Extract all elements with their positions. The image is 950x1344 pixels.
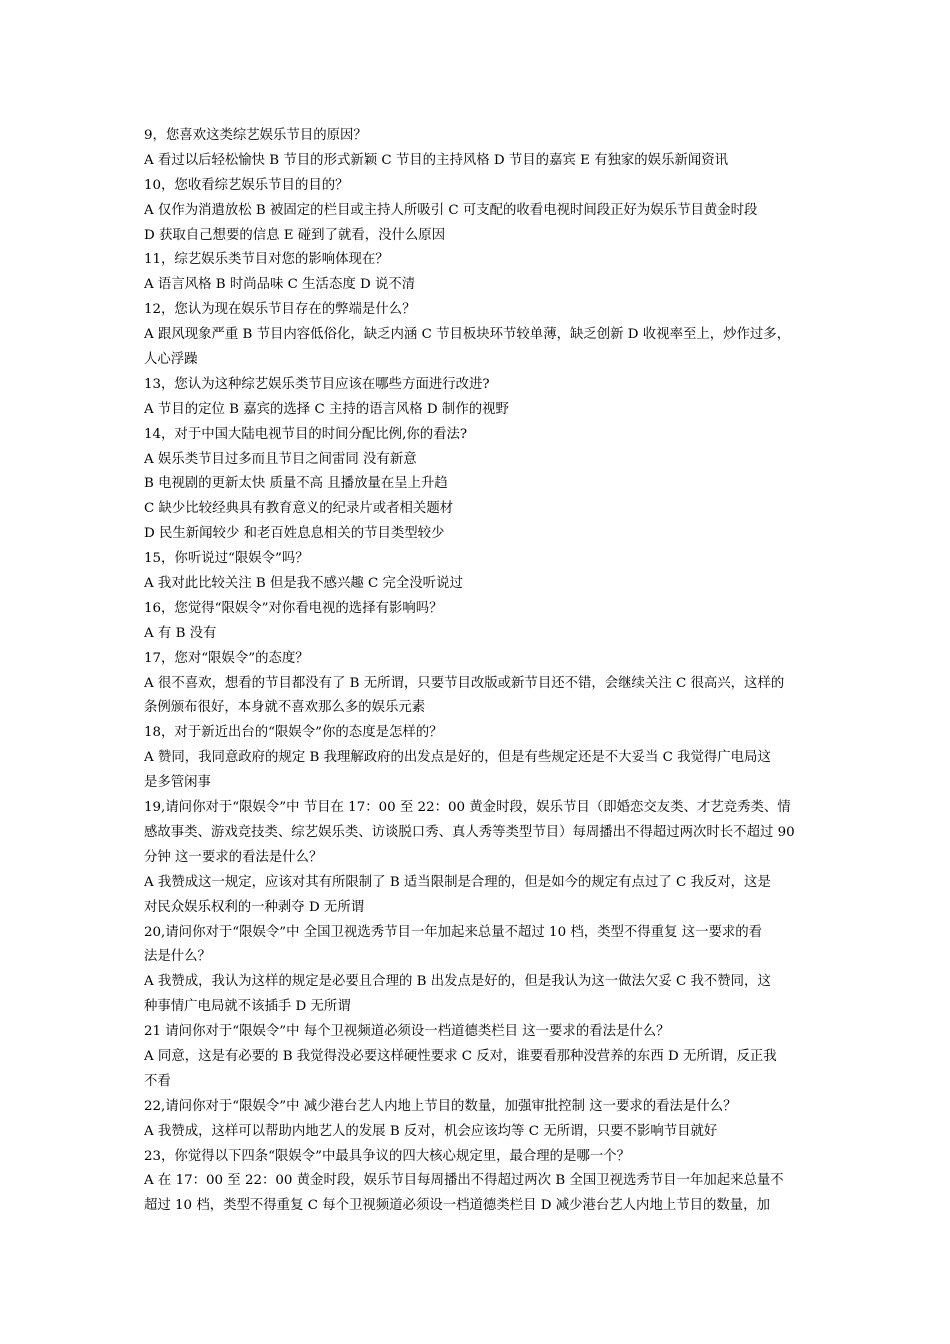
text-line: A 跟风现象严重 B 节目内容低俗化，缺乏内涵 C 节目板块环节较单薄，缺乏创新 D 收视率至上，炒作过多， bbox=[144, 327, 791, 343]
text-line: 超过 10 档，类型不得重复 C 每个卫视频道必须设一档道德类栏目 D 减少港台艺人内地上节目的数量，加 bbox=[144, 1198, 770, 1214]
text-line: 20,请问你对于“限娱令”中 全国卫视选秀节目一年加起来总量不超过 10 档，类型不得重复 这一要求的看 bbox=[144, 924, 763, 940]
text-line: 23，你觉得以下四条“限娱令”中最具争议的四大核心规定里，最合理的是哪一个？ bbox=[144, 1148, 631, 1164]
text-line: 12，您认为现在娱乐节目存在的弊端是什么？ bbox=[144, 302, 416, 318]
text-line: B 电视剧的更新太快 质量不高 且播放量在呈上升趋 bbox=[144, 476, 448, 492]
text-line: 法是什么？ bbox=[144, 949, 211, 965]
text-line: 人心浮躁 bbox=[144, 352, 198, 368]
text-line: 13，您认为这种综艺娱乐类节目应该在哪些方面进行改进? bbox=[144, 376, 490, 392]
text-line: A 我对此比较关注 B 但是我不感兴趣 C 完全没听说过 bbox=[144, 576, 463, 592]
text-line: 14，对于中国大陆电视节目的时间分配比例,你的看法? bbox=[144, 426, 468, 442]
text-line: A 很不喜欢，想看的节目都没有了 B 无所谓，只要节目改版或新节目还不错，会继续关注 C 很高兴，这样的 bbox=[144, 675, 785, 691]
text-line: 21 请问你对于“限娱令”中 每个卫视频道必须设一档道德类栏目 这一要求的看法是什么？ bbox=[144, 1024, 670, 1040]
text-line: 不看 bbox=[144, 1073, 171, 1089]
text-line: 11，综艺娱乐类节目对您的影响体现在？ bbox=[144, 252, 389, 268]
text-line: 9，您喜欢这类综艺娱乐节目的原因？ bbox=[144, 128, 367, 143]
text-line: 18，对于新近出台的“限娱令”你的态度是怎样的？ bbox=[144, 725, 443, 741]
text-line: A 我赞成这一规定，应该对其有所限制了 B 适当限制是合理的，但是如今的规定有点过了 C 我反对，这是 bbox=[144, 874, 771, 890]
text-line: 19,请问你对于“限娱令”中 节目在 17：00 至 22：00 黄金时段，娱乐节目（即婚恋交友类、才艺竞秀类、情 bbox=[144, 800, 791, 816]
text-line: 16，您觉得“限娱令”对你看电视的选择有影响吗？ bbox=[144, 600, 443, 616]
text-line: 种事情广电局就不该插手 D 无所谓 bbox=[144, 999, 351, 1015]
text-line: A 语言风格 B 时尚品味 C 生活态度 D 说不清 bbox=[144, 277, 416, 293]
text-line: 17，您对“限娱令”的态度？ bbox=[144, 650, 309, 666]
text-line: A 仅作为消遣放松 B 被固定的栏目或主持人所吸引 C 可支配的收看电视时间段正好为娱乐节目黄金时段 bbox=[144, 202, 758, 218]
text-line: 10，您收看综艺娱乐节目的目的？ bbox=[144, 177, 349, 193]
text-line: A 在 17：00 至 22：00 黄金时段，娱乐节目每周播出不得超过两次 B 全国卫视选秀节目一年加起来总量不 bbox=[144, 1173, 784, 1189]
text-line: A 娱乐类节目过多而且节目之间雷同 没有新意 bbox=[144, 451, 417, 467]
text-line: 15，你听说过“限娱令”吗？ bbox=[144, 551, 309, 567]
text-line: A 我赞成，我认为这样的规定是必要且合理的 B 出发点是好的，但是我认为这一做法欠妥 C 我不赞同，这 bbox=[144, 974, 771, 990]
text-line: 是多管闲事 bbox=[144, 775, 211, 791]
text-line: A 同意，这是有必要的 B 我觉得没必要这样硬性要求 C 反对，谁要看那种没营养的东西 D 无所谓，反正我 bbox=[144, 1048, 777, 1064]
text-line: 分钟 这一要求的看法是什么？ bbox=[144, 849, 323, 865]
text-line: 条例颁布很好，本身就不喜欢那么多的娱乐元素 bbox=[144, 700, 426, 716]
text-line: D 民生新闻较少 和老百姓息息相关的节目类型较少 bbox=[144, 526, 445, 542]
text-line: A 看过以后轻松愉快 B 节目的形式新颖 C 节目的主持风格 D 节目的嘉宾 E 有独家的娱乐新闻资讯 bbox=[144, 152, 729, 168]
text-line: 对民众娱乐权利的一种剥夺 D 无所谓 bbox=[144, 899, 365, 915]
text-line: A 有 B 没有 bbox=[144, 625, 217, 641]
text-line: 22,请问你对于“限娱令”中 减少港台艺人内地上节目的数量，加强审批控制 这一要求的看法是什么？ bbox=[144, 1098, 737, 1114]
text-line: D 获取自己想要的信息 E 碰到了就看，没什么原因 bbox=[144, 227, 446, 243]
text-line: C 缺少比较经典具有教育意义的纪录片或者相关题材 bbox=[144, 501, 454, 517]
text-line: A 我赞成，这样可以帮助内地艺人的发展 B 反对，机会应该均等 C 无所谓，只要不影响节目就好 bbox=[144, 1123, 718, 1139]
text-line: 感故事类、游戏竞技类、综艺娱乐类、访谈脱口秀、真人秀等类型节目）每周播出不得超过两次时长不超过 90 bbox=[144, 824, 795, 840]
text-line: A 赞同，我同意政府的规定 B 我理解政府的出发点是好的，但是有些规定还是不大妥当 C 我觉得广电局这 bbox=[144, 750, 771, 766]
document-page bbox=[144, 124, 816, 1219]
text-line: A 节目的定位 B 嘉宾的选择 C 主持的语言风格 D 制作的视野 bbox=[144, 401, 509, 417]
